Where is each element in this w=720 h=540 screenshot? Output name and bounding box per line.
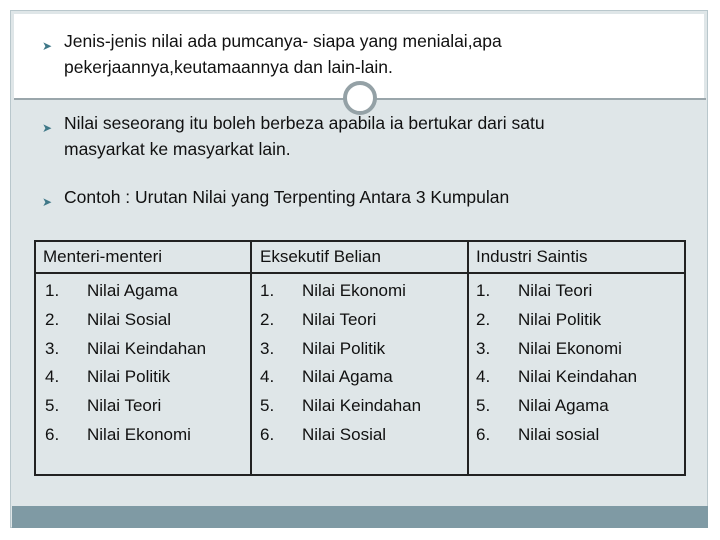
item-number: 6. <box>45 424 60 444</box>
item-number: 4. <box>260 367 275 387</box>
item-text: Nilai Teori <box>302 309 377 329</box>
list-item <box>260 363 421 392</box>
list-item <box>260 306 421 335</box>
item-number: 5. <box>476 396 491 416</box>
item-text: Nilai Agama <box>87 281 178 300</box>
item-text: Nilai Ekonomi <box>87 424 191 444</box>
list-item <box>476 421 637 450</box>
item-number: 6. <box>476 424 491 444</box>
item-number: 4. <box>476 367 491 387</box>
header-industri: Industri Saintis <box>476 247 588 266</box>
bullet-icon: ➤ <box>42 121 53 135</box>
item-number: 2. <box>260 309 275 329</box>
item-number: 2. <box>45 309 60 329</box>
item-text: Nilai Ekonomi <box>302 281 406 300</box>
bullet-text: Jenis-jenis nilai ada pumcanya- siapa yang menialai,apa <box>64 31 502 51</box>
item-text: Nilai Keindahan <box>87 338 207 358</box>
item-text: Nilai Agama <box>302 367 393 387</box>
footer-bar <box>12 506 708 528</box>
item-number: 4. <box>45 367 60 387</box>
item-number: 6. <box>260 424 275 444</box>
column-list-menteri <box>45 277 206 450</box>
header-separator <box>36 272 684 274</box>
item-text: Nilai Politik <box>87 367 171 387</box>
item-text: Nilai Teori <box>518 281 593 300</box>
list-item <box>476 277 637 306</box>
bullet-text: masyarkat ke masyarkat lain. <box>64 139 291 159</box>
list-item <box>476 306 637 335</box>
item-text: Nilai Sosial <box>87 309 172 329</box>
item-number: 5. <box>260 396 275 416</box>
item-text: Nilai sosial <box>518 424 600 444</box>
header-eksekutif: Eksekutif Belian <box>260 247 381 266</box>
item-text: Nilai Agama <box>518 396 609 416</box>
list-item <box>476 392 637 421</box>
bullet-icon: ➤ <box>42 39 53 53</box>
item-text: Nilai Politik <box>302 338 386 358</box>
item-text: Nilai Keindahan <box>302 396 422 416</box>
item-number: 2. <box>476 309 491 329</box>
header-menteri: Menteri-menteri <box>43 247 163 266</box>
item-number: 3. <box>45 338 60 358</box>
bullet-item-3 <box>42 184 510 210</box>
item-text: Nilai Ekonomi <box>518 338 622 358</box>
item-number: 1. <box>260 281 275 300</box>
bullet-item-1 <box>42 28 502 80</box>
item-number: 1. <box>45 281 60 300</box>
column-list-eksekutif <box>260 277 421 450</box>
bullet-text: pekerjaannya,keutamaannya dan lain-lain. <box>64 57 393 77</box>
list-item <box>260 335 421 364</box>
list-item <box>45 363 206 392</box>
item-text: Nilai Politik <box>518 309 602 329</box>
column-separator <box>250 242 252 474</box>
list-item <box>476 335 637 364</box>
values-table <box>34 240 686 476</box>
list-item <box>260 277 421 306</box>
item-text: Nilai Sosial <box>302 424 387 444</box>
bullet-text: Nilai seseorang itu boleh berbeza apabila ia bertukar dari satu <box>64 113 545 133</box>
item-number: 3. <box>260 338 275 358</box>
item-number: 3. <box>476 338 491 358</box>
list-item <box>476 363 637 392</box>
list-item <box>45 421 206 450</box>
item-text: Nilai Keindahan <box>518 367 638 387</box>
item-number: 5. <box>45 396 60 416</box>
bullet-item-2 <box>42 110 545 162</box>
item-text: Nilai Teori <box>87 396 162 416</box>
bullet-text: Contoh : Urutan Nilai yang Terpenting Antara 3 Kumpulan <box>64 187 510 207</box>
list-item <box>45 335 206 364</box>
list-item <box>45 392 206 421</box>
list-item <box>260 421 421 450</box>
list-item <box>260 392 421 421</box>
bullet-icon: ➤ <box>42 195 53 209</box>
list-item <box>45 306 206 335</box>
list-item <box>45 277 206 306</box>
column-separator <box>467 242 469 474</box>
item-number: 1. <box>476 281 491 300</box>
column-list-industri <box>476 277 637 450</box>
